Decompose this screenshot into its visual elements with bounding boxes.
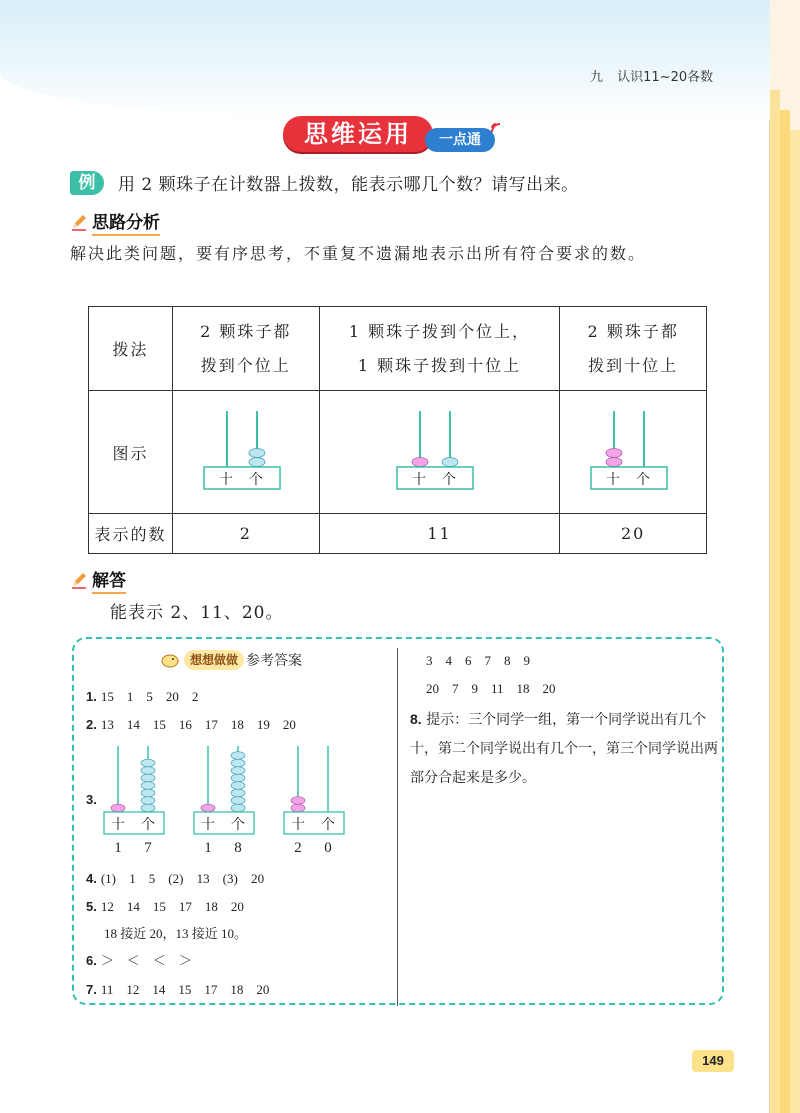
page-edge bbox=[770, 90, 780, 1113]
ones-label: 个 bbox=[141, 817, 155, 833]
ones-digit: 0 bbox=[324, 840, 332, 856]
number-cell: 2 bbox=[173, 514, 320, 554]
ones-bead bbox=[141, 767, 155, 775]
ones-bead bbox=[231, 804, 245, 812]
ones-bead bbox=[231, 759, 245, 767]
row-header: 表示的数 bbox=[89, 514, 173, 554]
ones-bead bbox=[231, 797, 245, 805]
abacus-diagram bbox=[578, 405, 688, 495]
tens-digit: 1 bbox=[114, 840, 122, 856]
method-line: 2 颗珠子都 bbox=[200, 321, 292, 341]
tens-digit: 1 bbox=[204, 840, 212, 856]
method-cell bbox=[173, 307, 320, 391]
ones-bead bbox=[141, 759, 155, 767]
tens-label: 十 bbox=[111, 817, 125, 833]
ones-digit: 7 bbox=[144, 840, 152, 856]
row-header: 图示 bbox=[89, 391, 173, 514]
example-question bbox=[70, 170, 579, 195]
tens-bead bbox=[606, 449, 622, 458]
answer-text: 15 1 5 20 2 bbox=[100, 689, 199, 704]
mini-abacus-diagram bbox=[280, 742, 350, 856]
chapter-header bbox=[590, 66, 723, 85]
chapter-title: 认识11~20各数 bbox=[617, 70, 714, 85]
answer-5 bbox=[86, 896, 244, 915]
ones-bead bbox=[141, 774, 155, 782]
reference-badge: 想想做做 bbox=[184, 650, 244, 670]
ones-bead bbox=[231, 752, 245, 760]
answer-7-cont-2: 20 7 9 11 18 20 bbox=[426, 681, 556, 696]
method-cell bbox=[319, 307, 560, 391]
answer-6 bbox=[86, 950, 192, 969]
page-edge bbox=[790, 130, 800, 1113]
pencil-icon bbox=[70, 213, 88, 231]
answer-text: 11 12 14 15 17 18 20 bbox=[100, 982, 270, 997]
ones-label: 个 bbox=[248, 472, 265, 488]
ones-bead bbox=[249, 449, 265, 458]
signal-icon bbox=[489, 118, 507, 136]
answer-text: 13 14 15 16 17 18 19 20 bbox=[100, 717, 296, 732]
table-row bbox=[89, 391, 707, 514]
tens-bead bbox=[201, 804, 215, 812]
ones-bead bbox=[141, 804, 155, 812]
ones-bead bbox=[141, 782, 155, 790]
diagram-cell bbox=[319, 391, 560, 514]
ones-label: 个 bbox=[231, 817, 245, 833]
solution-heading-text: 解答 bbox=[92, 566, 126, 594]
ones-label: 个 bbox=[442, 472, 459, 488]
answer-text: (1) 1 5 (2) 13 (3) 20 bbox=[100, 871, 265, 886]
example-text: 用 2 颗珠子在计数器上拨数，能表示哪几个数？请写出来。 bbox=[118, 175, 579, 195]
abacus-diagram bbox=[191, 405, 301, 495]
analysis-heading-text: 思路分析 bbox=[92, 208, 160, 236]
answer-3 bbox=[86, 792, 101, 808]
ones-bead bbox=[231, 774, 245, 782]
table-row bbox=[89, 307, 707, 391]
column-divider bbox=[397, 648, 398, 1006]
table-row bbox=[89, 514, 707, 554]
tens-label: 十 bbox=[412, 472, 429, 488]
ones-bead bbox=[442, 458, 458, 467]
tens-bead bbox=[111, 804, 125, 812]
tens-bead bbox=[606, 458, 622, 467]
analysis-heading bbox=[70, 208, 160, 236]
tens-digit: 2 bbox=[294, 840, 302, 856]
mini-abacus-diagram bbox=[190, 742, 260, 856]
method-line: 拨到十位上 bbox=[588, 355, 679, 375]
method-line: 2 颗珠子都 bbox=[587, 321, 679, 341]
answer-7 bbox=[86, 979, 269, 998]
example-tag: 例 bbox=[70, 171, 104, 195]
answer-text: 提示：三个同学一组，第一个同学说出有几个十，第二个同学说出有几个一，第三个同学说出两部分合起来是多少。 bbox=[410, 712, 718, 786]
number-cell: 20 bbox=[560, 514, 707, 554]
ones-bead bbox=[141, 797, 155, 805]
tens-bead bbox=[291, 804, 305, 812]
pencil-icon bbox=[70, 571, 88, 589]
ones-bead bbox=[249, 458, 265, 467]
solution-heading bbox=[70, 566, 126, 594]
answer-number: 1. bbox=[86, 689, 97, 704]
answer-7-cont-1: 3 4 6 7 8 9 bbox=[426, 653, 531, 668]
answer-2 bbox=[86, 714, 296, 733]
abacus-base bbox=[204, 467, 280, 489]
analysis-table bbox=[88, 306, 707, 554]
answer-number: 3. bbox=[86, 792, 97, 807]
answer-5-note: 18 接近 20，13 接近 10。 bbox=[104, 926, 248, 941]
solution-text: 能表示 2、11、20。 bbox=[110, 603, 284, 623]
analysis-paragraph: 解决此类问题，要有序思考，不重复不遗漏地表示出所有符合要求的数。 bbox=[70, 244, 647, 263]
banner-title: 思维运用 bbox=[283, 116, 433, 152]
answer-number: 4. bbox=[86, 871, 97, 886]
number-cell: 11 bbox=[319, 514, 560, 554]
method-line: 拨到个位上 bbox=[200, 355, 291, 375]
reference-title-text: 参考答案 bbox=[246, 653, 303, 669]
page-number: 149 bbox=[692, 1050, 734, 1072]
abacus-base bbox=[591, 467, 667, 489]
ones-bead bbox=[231, 767, 245, 775]
reference-title bbox=[160, 650, 302, 670]
ones-label: 个 bbox=[636, 472, 653, 488]
ones-bead bbox=[141, 789, 155, 797]
chapter-number: 九 bbox=[590, 70, 604, 85]
ones-bead bbox=[231, 782, 245, 790]
row-header: 拨法 bbox=[89, 307, 173, 391]
diagram-cell bbox=[173, 391, 320, 514]
tens-label: 十 bbox=[606, 472, 623, 488]
header-band bbox=[0, 0, 770, 120]
ones-digit: 8 bbox=[234, 840, 242, 856]
tens-label: 十 bbox=[201, 817, 215, 833]
answer-number: 8. bbox=[410, 711, 422, 727]
tens-bead bbox=[412, 458, 428, 467]
answer-1 bbox=[86, 686, 198, 705]
answer-number: 2. bbox=[86, 717, 97, 732]
tens-bead bbox=[291, 797, 305, 805]
chick-icon bbox=[160, 652, 180, 668]
banner-subtitle: 一点通 bbox=[425, 128, 495, 152]
diagram-cell bbox=[560, 391, 707, 514]
answer-number: 7. bbox=[86, 982, 97, 997]
method-line: 1 颗珠子拨到个位上， bbox=[348, 321, 531, 341]
tens-label: 十 bbox=[291, 817, 305, 833]
answer-text: ＞ ＜ ＜ ＞ bbox=[100, 953, 192, 968]
mini-abacus-diagram bbox=[100, 742, 170, 856]
answer-text: 12 14 15 17 18 20 bbox=[100, 899, 244, 914]
abacus-base bbox=[397, 467, 473, 489]
tens-label: 十 bbox=[218, 472, 235, 488]
answer-8 bbox=[410, 705, 720, 793]
ones-label: 个 bbox=[321, 817, 335, 833]
method-line: 1 颗珠子拨到十位上 bbox=[357, 355, 522, 375]
answer-4 bbox=[86, 868, 264, 887]
method-cell bbox=[560, 307, 707, 391]
answer-number: 6. bbox=[86, 953, 97, 968]
ones-bead bbox=[231, 789, 245, 797]
abacus-diagram bbox=[384, 405, 494, 495]
page-edge bbox=[780, 110, 790, 1113]
answer-number: 5. bbox=[86, 899, 97, 914]
